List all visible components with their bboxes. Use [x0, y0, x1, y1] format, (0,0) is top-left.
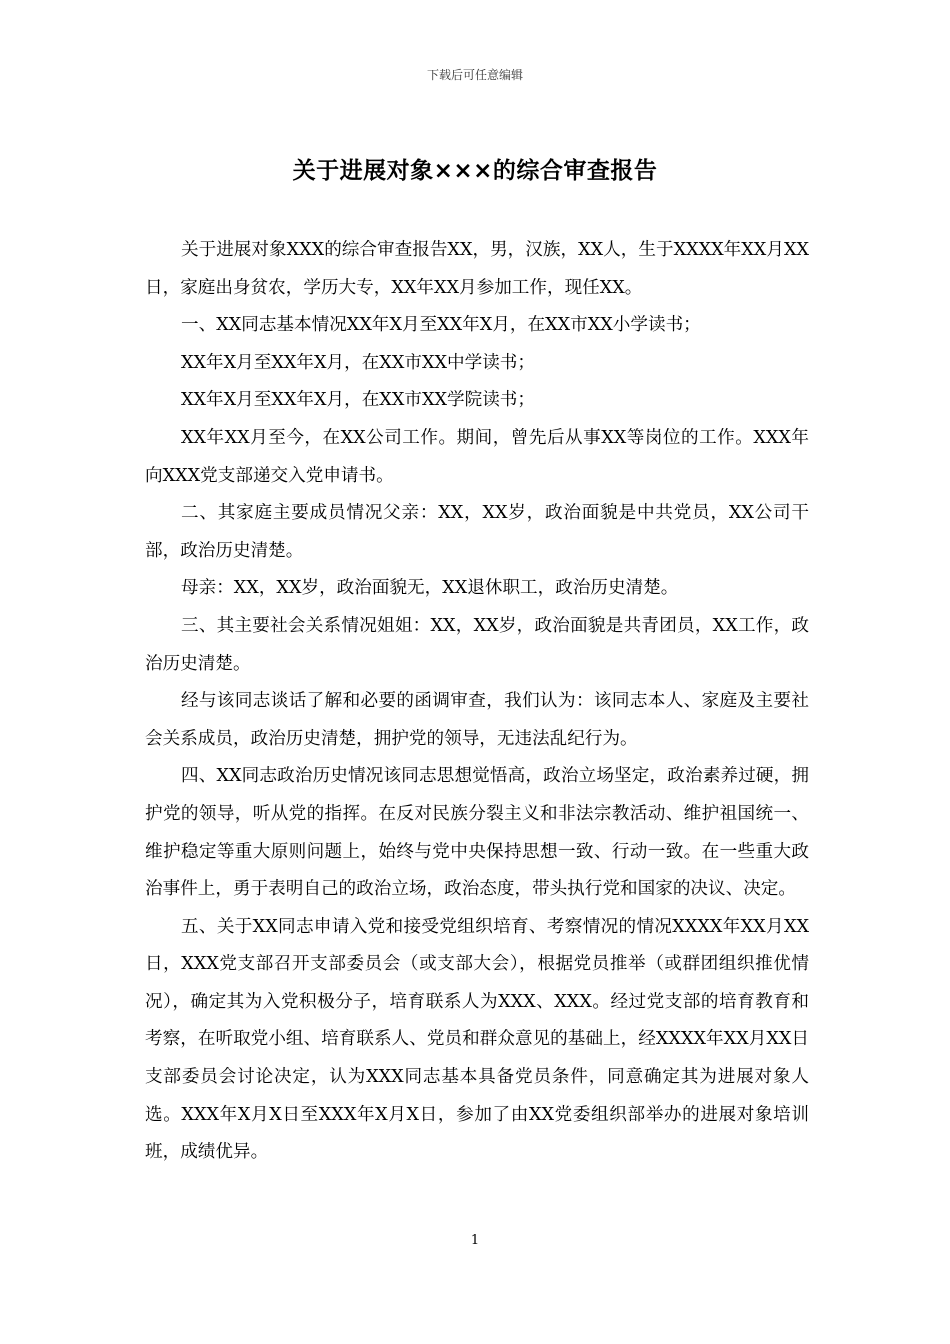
paragraph-review-conclusion: 经与该同志谈话了解和必要的函调审查，我们认为：该同志本人、家庭及主要社会关系成员，政治历史清楚，拥护党的领导，无违法乱纪行为。	[145, 691, 809, 749]
document-title: 关于进展对象×××的综合审查报告	[292, 158, 658, 184]
paragraph-work: XX年XX月至今，在XX公司工作。期间，曾先后从事XX等岗位的工作。XXX年向XXX党支部递交入党申请书。	[145, 427, 809, 486]
paragraph-social-relations: 三、其主要社会关系情况姐姐：XX，XX岁，政治面貌是共青团员，XX工作，政治历史清楚。	[145, 615, 809, 674]
paragraph-middle-school: XX年X月至XX年X月，在XX市XX中学读书；	[181, 352, 535, 373]
paragraph-basic-info: 一、XX同志基本情况XX年X月至XX年X月，在XX市XX小学读书；	[181, 315, 701, 336]
paragraph-party-application: 五、关于XX同志申请入党和接受党组织培育、考察情况的情况XXXX年XX月XX日，XXX党支部召开支部委员会（或支部大会），根据党员推举（或群团组织推优情况），确定其为入党积极分子，培育联系人为XXX、XXX。经过党支部的培育教育和考察，在听取党小组、培育联系人、党员和群众意见的基础上，经XXXX年XX月XX日支部委员会讨论决定，认为XXX同志基本具备党员条件，同意确定其为进展对象人选。XXX年X月X日至XXX年X月X日，参加了由XX党委组织部举办的进展对象培训班，成绩优异。	[145, 916, 809, 1163]
paragraph-family-father: 二、其家庭主要成员情况父亲：XX，XX岁，政治面貌是中共党员，XX公司干部，政治历史清楚。	[145, 503, 809, 561]
page-number: 1	[470, 1233, 480, 1248]
paragraph-intro: 关于进展对象XXX的综合审查报告XX，男，汉族，XX人，生于XXXX年XX月XX日，家庭出身贫农，学历大专，XX年XX月参加工作，现任XX。	[145, 240, 809, 298]
header-note: 下载后可任意编辑	[426, 68, 523, 82]
paragraph-family-mother: 母亲：XX，XX岁，政治面貌无，XX退休职工，政治历史清楚。	[181, 578, 679, 599]
paragraph-college: XX年X月至XX年X月，在XX市XX学院读书；	[181, 390, 535, 411]
paragraph-political-history: 四、XX同志政治历史情况该同志思想觉悟高，政治立场坚定，政治素养过硬，拥护党的领导，听从党的指挥。在反对民族分裂主义和非法宗教活动、维护祖国统一、维护稳定等重大原则问题上，始终与党中央保持思想一致、行动一致。在一些重大政治事件上，勇于表明自己的政治立场，政治态度，带头执行党和国家的决议、决定。	[145, 766, 809, 900]
document-body	[145, 232, 809, 1172]
